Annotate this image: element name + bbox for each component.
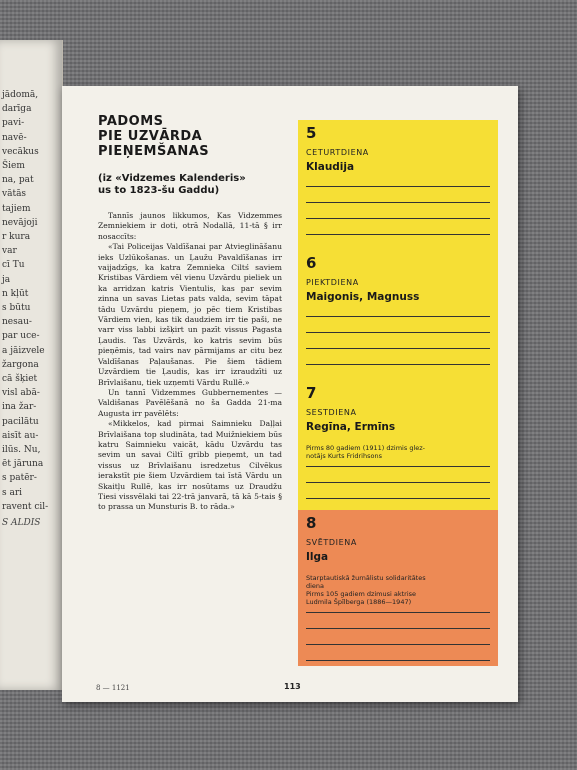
left-page-text-fragment: r kura <box>2 232 31 242</box>
left-page-text-fragment: nevājoji <box>2 217 38 228</box>
left-page-text-fragment: ēt jāruna <box>2 459 44 470</box>
left-page-edge <box>0 40 63 690</box>
write-in-line <box>306 218 490 219</box>
left-page-text-fragment: ja <box>2 274 11 285</box>
write-in-line <box>306 364 490 365</box>
weekday-name: SVĒTDIENA <box>306 538 357 547</box>
left-page-text-fragment: a jāizvele <box>2 345 45 356</box>
title-line: PIE UZVĀRDA <box>98 129 203 144</box>
calendar-day-5 <box>298 120 498 250</box>
day-note-line: Starptautiskā žurnālistu solidaritātes <box>306 574 426 582</box>
day-note-line: diena <box>306 582 325 590</box>
left-page-text-fragment: s ari <box>2 487 23 498</box>
left-page-text-fragment: n kļūt <box>2 288 29 299</box>
article-paragraph: Un tannī Vidzemmes Gubbernementes — Valdišanas Pavēlēšanā no ša Gadda 21-ma Augusta irr pavēlēts: <box>98 387 282 418</box>
left-page-text-fragment: darīga <box>2 104 32 115</box>
left-page-text-fragment: na, pat <box>2 175 34 186</box>
left-page-text-fragment: pacilātu <box>2 416 39 427</box>
calendar-column <box>298 120 498 666</box>
left-page-text-fragment: Šiem <box>2 161 25 171</box>
left-page-text-fragment: visl abā- <box>2 388 40 399</box>
left-page-text-fragment: tajiem <box>2 203 31 214</box>
name-day-names: Klaudija <box>306 161 355 173</box>
name-day-names: Maigonis, Magnuss <box>306 291 420 303</box>
left-page-text-fragment: vecākus <box>2 146 39 157</box>
day-number: 7 <box>306 384 317 402</box>
day-number: 5 <box>306 124 317 142</box>
write-in-line <box>306 498 490 499</box>
weekday-name: CETURTDIENA <box>306 148 369 157</box>
left-page-text-fragment: jādomā, <box>2 90 39 100</box>
write-in-line <box>306 466 490 467</box>
left-page-text-fragment: pavi- <box>2 118 25 129</box>
title-line: PIEŅEMŠANAS <box>98 144 210 159</box>
write-in-line <box>306 202 490 203</box>
left-page-text-fragment: aisīt au- <box>2 430 39 441</box>
name-day-names: Ilga <box>306 551 329 563</box>
write-in-line <box>306 332 490 333</box>
left-page-text-fragment: ravent cil- <box>2 501 49 512</box>
left-page-text-fragment: žargona <box>2 359 39 370</box>
write-in-line <box>306 186 490 187</box>
write-in-line <box>306 348 490 349</box>
left-page-text-fragment: nesau- <box>2 317 32 328</box>
book-page <box>62 86 518 702</box>
day-note-line: Pirms 105 gadiem dzimusi aktrise <box>306 590 417 598</box>
left-page-text-fragment: var <box>2 246 17 257</box>
day-note-line: Ludmila Špīlberga (1886—1947) <box>306 598 412 606</box>
write-in-line <box>306 628 490 629</box>
article-paragraph: «Mikkelos, kad pirmai Saimnieku Daļļai Brīvlaišana top sludināta, tad Muižniekiem būs katru Saimnieku vaicāt, kādu Uzvārdu tas sevim un savai Ciltī gribb pieņemt, un tad vissus uz Brīvlaišanu isredzetus Cilvēkus ierakstīt pie šiem Uzvārdiem tai īstā Vārdu un Skaitļu Rullē, kas irr nosūtams uz Draudžu Tiesi vissvēlaki tai 22-trā janvarā, tā kā 5-tais § to prassa un Munsturis B. to rāda.» <box>98 419 282 512</box>
write-in-line <box>306 234 490 235</box>
article-title <box>98 114 282 159</box>
left-page-text-fragment: vātās <box>2 189 27 200</box>
day-number: 8 <box>306 514 317 532</box>
calendar-day-6 <box>298 250 498 380</box>
calendar-day-7 <box>298 380 498 510</box>
article-body <box>98 211 282 513</box>
write-in-line <box>306 316 490 317</box>
name-day-names: Regīna, Ermīns <box>306 421 396 433</box>
day-note <box>306 574 492 606</box>
left-page-signature: S ALDIS <box>2 518 41 528</box>
left-page-text-fragment: s būtu <box>2 303 31 313</box>
day-note <box>306 444 492 460</box>
write-in-line <box>306 660 490 661</box>
day-note-line: Pirms 80 gadiem (1911) dzimis glez- <box>306 444 426 452</box>
write-in-line <box>306 482 490 483</box>
article-paragraph: «Tai Policeijas Valdīšanai par Atvieglināšanu ieks Uzlūkošanas. un Ļaužu Pavaldīšanas irr vaijadzīgs, ka katra Zemnieka Ciltś saviem Kristibas Vārdiem vēl vienu Uzvārdu pieliek un ka arridzan katris Vientulis, kas par sevim zinna un savas Lietas pats valda, sevim tāpat tādu Uzvārdu pieņem, jo pēc tiem Kristibas Vārdiem vien, kas tik daudziem irr tie paši, ne varr viss labbi izšķirt un pazīt vissus Pagasta Ļaudis. Tas Uzvārds, ko katris sevim būs pieņēmis, tad vairs nav pārmijams ar citu bez Valdīšanas Paļaušanas. Pie šiem tādiem Uzvārdiem tie Ļaudis, kas irr izraudzīti uz Brīvlaišanu, tiek uzņemti Vārdu Rullē.» <box>98 242 282 387</box>
write-in-line <box>306 612 490 613</box>
day-note-line: notājs Kurts Fridrihsons <box>306 452 382 460</box>
print-code: 8 — 1121 <box>96 684 130 692</box>
subtitle-line: (iz «Vidzemes Kalenderis» <box>98 173 246 184</box>
write-in-line <box>306 644 490 645</box>
calendar-day-8 <box>298 510 498 666</box>
title-line: PADOMS <box>98 114 164 129</box>
left-page-text-fragment: cī Tu <box>2 260 25 271</box>
article-column <box>98 114 282 513</box>
left-page-text-fragment: cā šķiet <box>2 374 38 384</box>
left-page-text-fragment: ilūs. Nu, <box>2 445 41 455</box>
left-page-text-fragment: par uce- <box>2 331 40 342</box>
day-number: 6 <box>306 254 317 272</box>
weekday-name: SESTDIENA <box>306 408 357 417</box>
article-subtitle <box>98 173 282 197</box>
article-paragraph: Tannīs jaunos likkumos, Kas Vidzemmes Zemniekiem ir doti, otrā Nodallā, 11-tā § irr nosaccīts: <box>98 211 282 241</box>
left-page-text-fragment: s patēr- <box>2 473 37 484</box>
subtitle-line: us to 1823-šu Gaddu) <box>98 185 220 196</box>
left-page-text-fragment: ina žar- <box>2 402 37 413</box>
left-page-text-fragment: navē- <box>2 132 27 143</box>
page-number: 113 <box>284 682 301 691</box>
weekday-name: PIEKTDIENA <box>306 278 359 287</box>
